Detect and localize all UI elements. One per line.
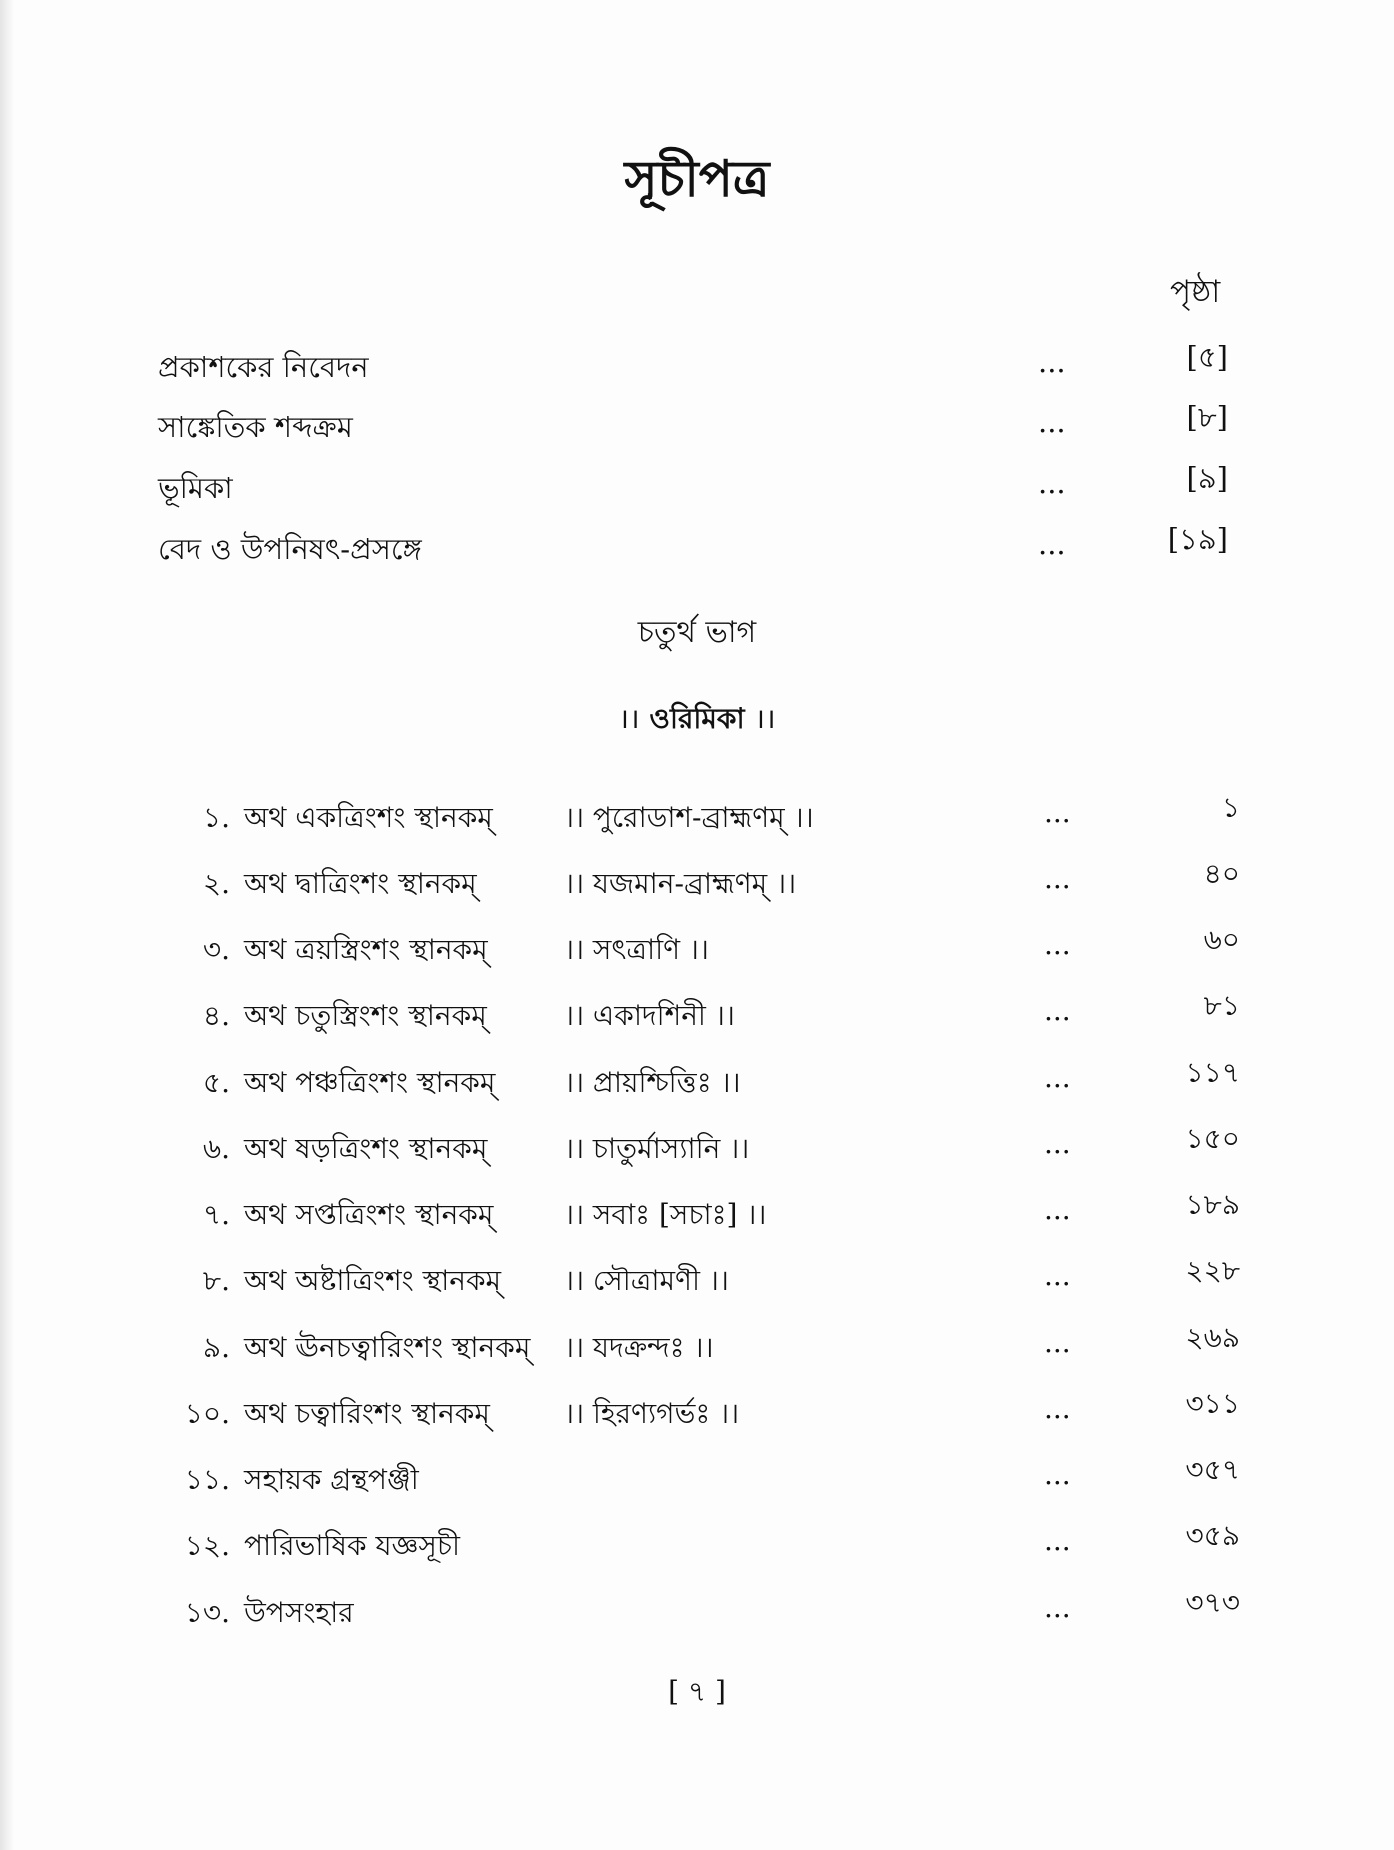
chapter-number: ১১. [184,1463,230,1496]
chapter-page: ১৮৯ [1185,1188,1240,1221]
chapter-row [170,1254,1240,1307]
page-title: সূচীপত্র [624,149,770,208]
chapter-number: ৯. [202,1331,230,1364]
front-matter-row [158,461,1228,510]
chapter-subtitle: ।। সবাঃ [সচাঃ] ।। [564,1198,767,1231]
leader-dots: ... [1044,928,1071,961]
leader-dots: ... [1044,1259,1071,1292]
chapter-title: উপসংহার [244,1596,354,1629]
leader-dots: ... [1044,1326,1071,1359]
chapter-number: ৬. [202,1132,230,1165]
chapter-title: অথ চত্বারিংশং স্থানকম্ [244,1397,490,1430]
entry-page: [৯] [1186,461,1228,495]
chapter-number: ১২. [184,1529,230,1562]
chapter-row [170,1188,1240,1241]
leader-dots: ... [1044,1127,1071,1160]
leader-dots: ... [1044,994,1071,1027]
entry-page: [৮] [1186,400,1228,434]
chapter-row [170,1453,1240,1506]
page-number: [ ৭ ] [668,1675,726,1708]
chapter-page: ৩৫৭ [1185,1453,1240,1486]
chapter-row [170,1056,1240,1109]
chapter-title: অথ সপ্তত্রিংশং স্থানকম্ [244,1198,494,1231]
chapter-title: অথ পঞ্চত্রিংশং স্থানকম্ [244,1066,496,1099]
leader-dots: ... [1044,1392,1071,1425]
section-heading [0,697,1394,744]
chapter-page: ৮১ [1203,989,1240,1022]
chapter-row [170,791,1240,844]
chapter-subtitle: ।। চাতুর্মাস্যানি ।। [564,1132,750,1165]
front-matter-row [158,522,1228,571]
chapter-row [170,1387,1240,1440]
chapter-title: অথ অষ্টাত্রিংশং স্থানকম্ [244,1264,502,1297]
chapter-title: অথ ত্রয়স্ত্রিংশং স্থানকম্ [244,933,488,966]
chapter-page: ৬০ [1203,923,1240,956]
entry-label: বেদ ও উপনিষৎ-প্রসঙ্গে [158,532,422,566]
chapter-page: ৪০ [1203,857,1240,890]
chapter-page: ৩৫৯ [1185,1519,1240,1552]
chapter-subtitle: ।। একাদশিনী ।। [564,999,735,1032]
leader-dots: ... [1044,1061,1071,1094]
chapter-number: ২. [202,867,230,900]
chapter-title: সহায়ক গ্রন্থপঞ্জী [244,1463,419,1496]
chapter-title: পারিভাষিক যজ্ঞসূচী [244,1529,461,1562]
leader-dots: ... [1044,1524,1071,1557]
leader-dots: ... [1038,405,1066,439]
chapter-title: অথ ষড়ত্রিংশং স্থানকম্ [244,1132,488,1165]
chapter-title: অথ চতুস্ত্রিংশং স্থানকম্ [244,999,487,1032]
chapter-title: অথ দ্বাত্রিংশং স্থানকম্ [244,867,477,900]
entry-label: ভূমিকা [158,471,233,505]
chapter-title: অথ ঊনচত্বারিংশং স্থানকম্ [244,1331,531,1364]
leader-dots: ... [1038,466,1066,500]
section-heading-open: ।। [618,702,640,735]
chapter-subtitle: ।। সৎত্রাণি ।। [564,933,709,966]
chapter-number: ১. [202,801,230,834]
chapter-subtitle: ।। পুরোডাশ-ব্রাহ্মণম্ ।। [564,801,814,834]
chapter-row [170,923,1240,976]
chapter-page: ১৫০ [1185,1122,1240,1155]
chapter-row [170,1519,1240,1572]
part-heading: চতুর্থ ভাগ [637,615,757,650]
entry-page: [১৯] [1167,522,1228,556]
leader-dots: ... [1044,796,1071,829]
leader-dots: ... [1044,1591,1071,1624]
chapter-page: ২৬৯ [1185,1321,1240,1354]
leader-dots: ... [1038,345,1066,379]
chapter-page: ৩১১ [1185,1387,1240,1420]
leader-dots: ... [1044,862,1071,895]
chapter-page: ১ [1221,791,1240,824]
chapter-number: ৮. [202,1264,230,1297]
chapter-number: ৪. [202,999,230,1032]
chapter-subtitle: ।। সৌত্রামণী ।। [564,1264,729,1297]
chapter-title: অথ একত্রিংশং স্থানকম্ [244,801,493,834]
leader-dots: ... [1044,1193,1071,1226]
chapter-row [170,1122,1240,1175]
chapter-page: ২২৮ [1185,1254,1240,1287]
chapter-number: ৫. [202,1066,230,1099]
chapter-subtitle: ।। হিরণ্যগর্ভঃ ।। [564,1397,740,1430]
chapter-page: ১১৭ [1185,1056,1240,1089]
entry-label: সাঙ্কেতিক শব্দক্রম [158,410,353,444]
chapter-row [170,1321,1240,1374]
entry-label: প্রকাশকের নিবেদন [158,350,369,384]
chapter-number: ৭. [202,1198,230,1231]
chapter-page: ৩৭৩ [1185,1586,1240,1619]
leader-dots: ... [1038,527,1066,561]
page-edge-shadow [0,0,14,1850]
chapter-subtitle: ।। যজমান-ব্রাহ্মণম্ ।। [564,867,797,900]
chapter-subtitle: ।। প্রায়শ্চিত্তিঃ ।। [564,1066,741,1099]
section-heading-close: ।। [754,702,776,735]
page-column-heading: পৃষ্ঠা [1170,274,1221,310]
chapter-number: ৩. [202,933,230,966]
section-heading-text: ওরিমিকা [649,702,745,735]
chapter-row [170,1586,1240,1639]
chapter-subtitle: ।। যদক্রন্দঃ ।। [564,1331,714,1364]
leader-dots: ... [1044,1458,1071,1491]
front-matter-row [158,400,1228,449]
chapter-number: ১৩. [184,1596,230,1629]
chapter-row [170,857,1240,910]
entry-page: [৫] [1186,340,1228,374]
chapter-number: ১০. [184,1397,230,1430]
front-matter-row [158,340,1228,389]
chapter-row [170,989,1240,1042]
